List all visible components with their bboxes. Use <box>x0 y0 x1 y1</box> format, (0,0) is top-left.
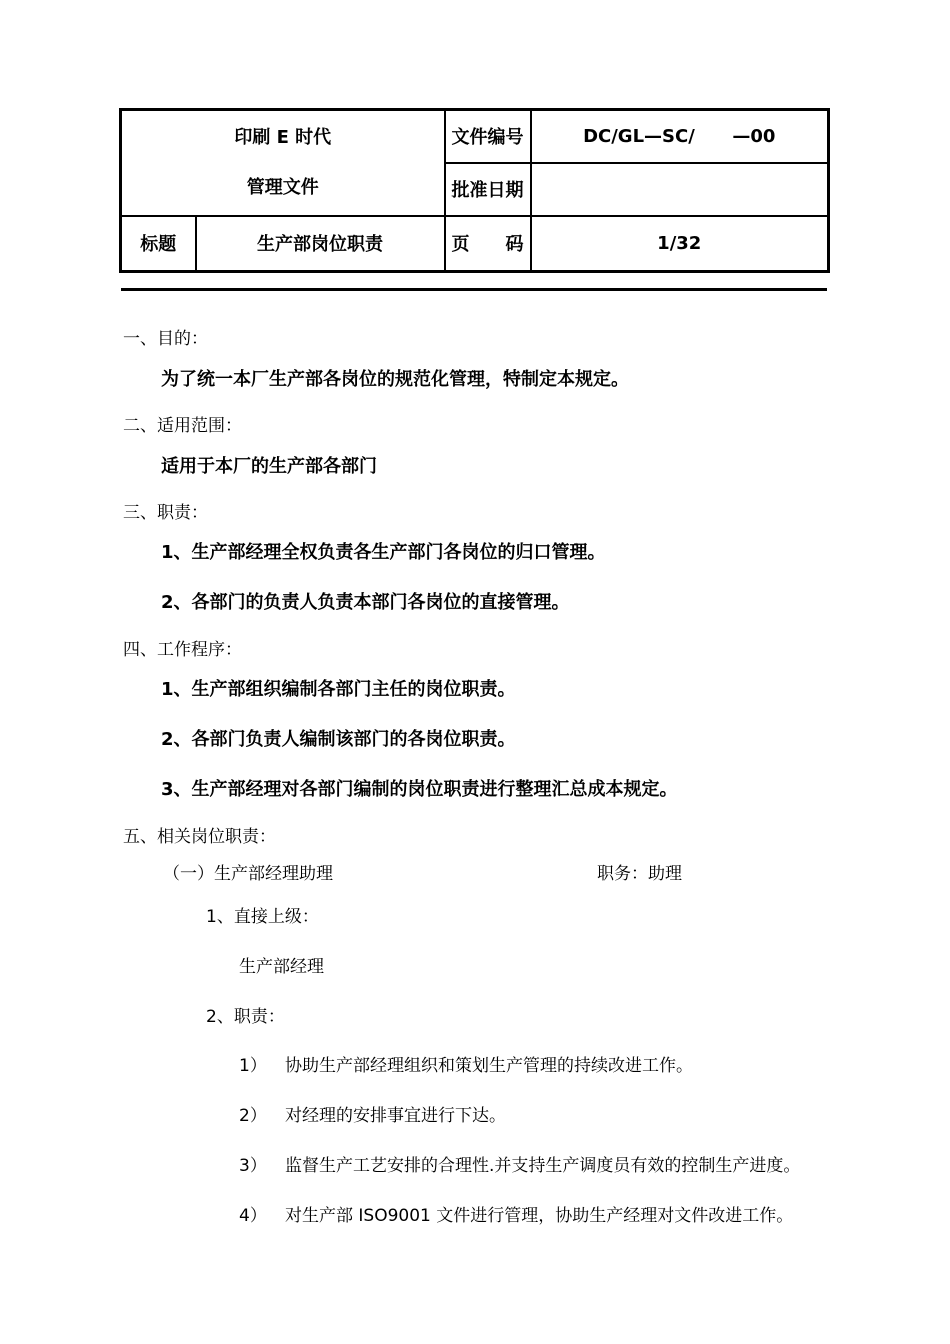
duties-heading: 2、职责： <box>206 1007 285 1027</box>
duty-item-number: 1） <box>239 1056 267 1076</box>
subsection1-role: 职务：助理 <box>597 864 682 884</box>
doc-number-label: 文件编号 <box>445 110 531 163</box>
page-label-cell <box>445 216 531 272</box>
document-category: 管理文件 <box>246 176 319 198</box>
duty-item-text: 对经理的安排事宜进行下达。 <box>285 1106 506 1126</box>
duty-item-number: 4） <box>239 1206 267 1226</box>
section2-heading: 二、适用范围： <box>123 416 242 436</box>
section3-item-1: 1、生产部经理全权负责各生产部门各岗位的归口管理。 <box>161 542 606 563</box>
section4-item-2: 2、各部门负责人编制该部门的各岗位职责。 <box>161 729 516 750</box>
section1-heading: 一、目的： <box>123 329 208 349</box>
duty-item-number: 2） <box>239 1106 267 1126</box>
page-label-char2: 码 <box>505 234 524 256</box>
section4-heading: 四、工作程序： <box>123 640 242 660</box>
duty-item-number: 3） <box>239 1156 267 1176</box>
section3-item-2: 2、各部门的负责人负责本部门各岗位的直接管理。 <box>161 592 570 613</box>
duty-item-text: 协助生产部经理组织和策划生产管理的持续改进工作。 <box>285 1056 693 1076</box>
doc-number-value: DC/GL—SC/ —00 <box>531 110 829 163</box>
title-value: 生产部岗位职责 <box>196 216 445 272</box>
section1-body: 为了统一本厂生产部各岗位的规范化管理，特制定本规定。 <box>161 369 629 390</box>
page-label-char1: 页 <box>451 234 470 256</box>
page-number-value: 1/32 <box>531 216 829 272</box>
section2-body: 适用于本厂的生产部各部门 <box>161 456 377 477</box>
subsection1-title: （一）生产部经理助理 <box>163 864 333 884</box>
approval-date-value <box>531 163 829 216</box>
organization-cell <box>121 110 445 216</box>
organization-name: 印刷 E 时代 <box>234 126 332 148</box>
title-label: 标题 <box>121 216 196 272</box>
approval-date-label: 批准日期 <box>445 163 531 216</box>
section5-heading: 五、相关岗位职责： <box>123 827 276 847</box>
direct-superior-heading: 1、直接上级： <box>206 907 319 927</box>
duty-item-text: 对生产部 ISO9001 文件进行管理，协助生产经理对文件改进工作。 <box>285 1206 794 1226</box>
section4-item-1: 1、生产部组织编制各部门主任的岗位职责。 <box>161 679 516 700</box>
header-divider <box>121 288 827 291</box>
document-header-table <box>119 108 830 273</box>
section3-heading: 三、职责： <box>123 503 208 523</box>
direct-superior-value: 生产部经理 <box>239 957 324 977</box>
duty-item-text: 监督生产工艺安排的合理性.并支持生产调度员有效的控制生产进度。 <box>285 1156 801 1176</box>
section4-item-3: 3、生产部经理对各部门编制的岗位职责进行整理汇总成本规定。 <box>161 779 678 800</box>
